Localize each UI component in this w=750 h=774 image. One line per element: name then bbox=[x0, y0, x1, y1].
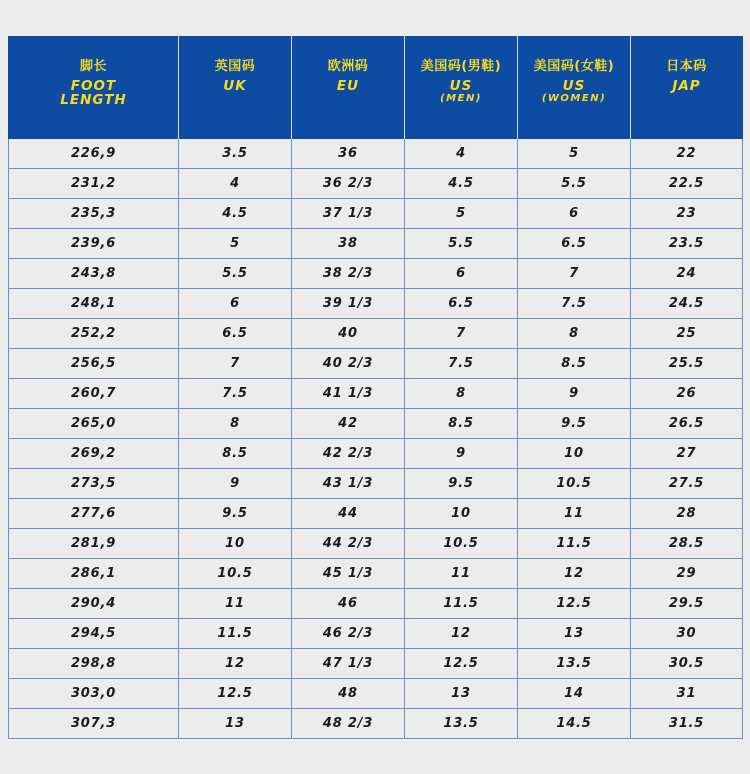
header-sub-label: (WOMEN) bbox=[541, 93, 607, 104]
cell-jap: 29 bbox=[631, 559, 743, 589]
header-en-label: US bbox=[449, 78, 473, 94]
cell-us-men: 8.5 bbox=[405, 409, 518, 439]
cell-us-men: 6.5 bbox=[405, 289, 518, 319]
cell-us-men: 9.5 bbox=[405, 469, 518, 499]
table-row bbox=[9, 319, 743, 349]
cell-foot-length: 256,5 bbox=[9, 349, 179, 379]
cell-eu: 37 1/3 bbox=[292, 199, 405, 229]
header-cn-label: 脚长 bbox=[79, 59, 107, 74]
cell-foot-length: 281,9 bbox=[9, 529, 179, 559]
cell-us-women: 9 bbox=[518, 379, 631, 409]
cell-eu: 38 2/3 bbox=[292, 259, 405, 289]
cell-eu: 36 bbox=[292, 139, 405, 169]
cell-jap: 30.5 bbox=[631, 649, 743, 679]
header-jap bbox=[631, 36, 743, 139]
cell-us-women: 14 bbox=[518, 679, 631, 709]
cell-uk: 3.5 bbox=[179, 139, 292, 169]
cell-uk: 4.5 bbox=[179, 199, 292, 229]
cell-uk: 7.5 bbox=[179, 379, 292, 409]
cell-us-women: 6 bbox=[518, 199, 631, 229]
cell-us-men: 5.5 bbox=[405, 229, 518, 259]
table-row bbox=[9, 259, 743, 289]
header-cn-label: 美国码(女鞋) bbox=[533, 59, 615, 74]
cell-uk: 13 bbox=[179, 709, 292, 739]
header-eu bbox=[292, 36, 405, 139]
cell-uk: 8.5 bbox=[179, 439, 292, 469]
cell-eu: 42 bbox=[292, 409, 405, 439]
cell-eu: 40 2/3 bbox=[292, 349, 405, 379]
cell-us-women: 5 bbox=[518, 139, 631, 169]
header-uk bbox=[179, 36, 292, 139]
cell-uk: 4 bbox=[179, 169, 292, 199]
header-en-label: FOOT bbox=[70, 78, 117, 94]
cell-us-men: 8 bbox=[405, 379, 518, 409]
table-row bbox=[9, 199, 743, 229]
cell-us-women: 7 bbox=[518, 259, 631, 289]
cell-uk: 7 bbox=[179, 349, 292, 379]
cell-foot-length: 252,2 bbox=[9, 319, 179, 349]
cell-jap: 24 bbox=[631, 259, 743, 289]
cell-jap: 31 bbox=[631, 679, 743, 709]
cell-uk: 11 bbox=[179, 589, 292, 619]
cell-us-men: 12 bbox=[405, 619, 518, 649]
cell-eu: 48 bbox=[292, 679, 405, 709]
table-row bbox=[9, 289, 743, 319]
cell-us-women: 5.5 bbox=[518, 169, 631, 199]
cell-uk: 10 bbox=[179, 529, 292, 559]
cell-uk: 9.5 bbox=[179, 499, 292, 529]
cell-eu: 36 2/3 bbox=[292, 169, 405, 199]
cell-us-women: 11 bbox=[518, 499, 631, 529]
header-cn-label: 美国码(男鞋) bbox=[420, 59, 502, 74]
cell-us-women: 13 bbox=[518, 619, 631, 649]
cell-jap: 25.5 bbox=[631, 349, 743, 379]
cell-jap: 27 bbox=[631, 439, 743, 469]
table-row bbox=[9, 229, 743, 259]
cell-us-men: 4.5 bbox=[405, 169, 518, 199]
header-en-label: US bbox=[562, 78, 586, 94]
cell-us-men: 7.5 bbox=[405, 349, 518, 379]
cell-us-men: 5 bbox=[405, 199, 518, 229]
header-cn-label: 欧洲码 bbox=[327, 59, 369, 74]
cell-eu: 43 1/3 bbox=[292, 469, 405, 499]
cell-eu: 42 2/3 bbox=[292, 439, 405, 469]
cell-jap: 28.5 bbox=[631, 529, 743, 559]
cell-foot-length: 231,2 bbox=[9, 169, 179, 199]
table-row bbox=[9, 589, 743, 619]
cell-foot-length: 303,0 bbox=[9, 679, 179, 709]
table-header bbox=[9, 36, 743, 139]
cell-us-men: 7 bbox=[405, 319, 518, 349]
table-row bbox=[9, 379, 743, 409]
cell-us-women: 8.5 bbox=[518, 349, 631, 379]
table-row bbox=[9, 469, 743, 499]
cell-us-women: 12.5 bbox=[518, 589, 631, 619]
table-row bbox=[9, 139, 743, 169]
cell-uk: 11.5 bbox=[179, 619, 292, 649]
cell-uk: 12.5 bbox=[179, 679, 292, 709]
header-foot-length bbox=[9, 36, 179, 139]
cell-jap: 30 bbox=[631, 619, 743, 649]
cell-eu: 47 1/3 bbox=[292, 649, 405, 679]
cell-uk: 8 bbox=[179, 409, 292, 439]
cell-us-women: 6.5 bbox=[518, 229, 631, 259]
size-chart bbox=[8, 36, 742, 739]
cell-uk: 9 bbox=[179, 469, 292, 499]
table-row bbox=[9, 349, 743, 379]
cell-foot-length: 260,7 bbox=[9, 379, 179, 409]
table-row bbox=[9, 709, 743, 739]
cell-us-men: 11 bbox=[405, 559, 518, 589]
cell-jap: 27.5 bbox=[631, 469, 743, 499]
table-row bbox=[9, 499, 743, 529]
header-en-label: UK bbox=[223, 78, 247, 94]
header-us-women bbox=[518, 36, 631, 139]
table-row bbox=[9, 439, 743, 469]
cell-eu: 38 bbox=[292, 229, 405, 259]
cell-foot-length: 298,8 bbox=[9, 649, 179, 679]
header-cn-label: 英国码 bbox=[214, 59, 256, 74]
cell-eu: 46 2/3 bbox=[292, 619, 405, 649]
cell-foot-length: 235,3 bbox=[9, 199, 179, 229]
cell-us-women: 9.5 bbox=[518, 409, 631, 439]
cell-us-men: 9 bbox=[405, 439, 518, 469]
header-sub-label: (MEN) bbox=[440, 93, 482, 104]
cell-jap: 26 bbox=[631, 379, 743, 409]
cell-uk: 6.5 bbox=[179, 319, 292, 349]
table-row bbox=[9, 529, 743, 559]
cell-us-men: 11.5 bbox=[405, 589, 518, 619]
header-us-men bbox=[405, 36, 518, 139]
table-row bbox=[9, 679, 743, 709]
header-row bbox=[9, 36, 743, 139]
cell-us-women: 10.5 bbox=[518, 469, 631, 499]
cell-us-men: 4 bbox=[405, 139, 518, 169]
cell-foot-length: 277,6 bbox=[9, 499, 179, 529]
cell-us-women: 14.5 bbox=[518, 709, 631, 739]
cell-jap: 22 bbox=[631, 139, 743, 169]
cell-us-men: 10 bbox=[405, 499, 518, 529]
cell-us-women: 7.5 bbox=[518, 289, 631, 319]
cell-us-men: 6 bbox=[405, 259, 518, 289]
header-cn-label: 日本码 bbox=[666, 59, 707, 74]
table-body bbox=[9, 139, 743, 739]
table-row bbox=[9, 559, 743, 589]
cell-jap: 23.5 bbox=[631, 229, 743, 259]
table-row bbox=[9, 619, 743, 649]
cell-uk: 5.5 bbox=[179, 259, 292, 289]
size-table bbox=[8, 36, 743, 739]
cell-foot-length: 294,5 bbox=[9, 619, 179, 649]
cell-jap: 22.5 bbox=[631, 169, 743, 199]
cell-us-women: 8 bbox=[518, 319, 631, 349]
cell-eu: 48 2/3 bbox=[292, 709, 405, 739]
cell-foot-length: 239,6 bbox=[9, 229, 179, 259]
cell-uk: 10.5 bbox=[179, 559, 292, 589]
cell-eu: 44 2/3 bbox=[292, 529, 405, 559]
header-en-label: JAP bbox=[672, 78, 701, 94]
cell-us-women: 13.5 bbox=[518, 649, 631, 679]
cell-us-women: 11.5 bbox=[518, 529, 631, 559]
cell-jap: 28 bbox=[631, 499, 743, 529]
cell-eu: 46 bbox=[292, 589, 405, 619]
cell-jap: 25 bbox=[631, 319, 743, 349]
cell-jap: 23 bbox=[631, 199, 743, 229]
cell-uk: 6 bbox=[179, 289, 292, 319]
table-row bbox=[9, 409, 743, 439]
cell-foot-length: 290,4 bbox=[9, 589, 179, 619]
table-row bbox=[9, 169, 743, 199]
cell-jap: 31.5 bbox=[631, 709, 743, 739]
cell-us-men: 12.5 bbox=[405, 649, 518, 679]
cell-foot-length: 269,2 bbox=[9, 439, 179, 469]
cell-us-women: 12 bbox=[518, 559, 631, 589]
cell-foot-length: 243,8 bbox=[9, 259, 179, 289]
cell-foot-length: 265,0 bbox=[9, 409, 179, 439]
cell-us-men: 13 bbox=[405, 679, 518, 709]
cell-eu: 44 bbox=[292, 499, 405, 529]
cell-foot-length: 273,5 bbox=[9, 469, 179, 499]
cell-us-men: 13.5 bbox=[405, 709, 518, 739]
cell-us-women: 10 bbox=[518, 439, 631, 469]
cell-foot-length: 248,1 bbox=[9, 289, 179, 319]
cell-foot-length: 226,9 bbox=[9, 139, 179, 169]
cell-jap: 29.5 bbox=[631, 589, 743, 619]
header-en-label: EU bbox=[336, 78, 360, 94]
cell-uk: 5 bbox=[179, 229, 292, 259]
cell-jap: 24.5 bbox=[631, 289, 743, 319]
cell-eu: 39 1/3 bbox=[292, 289, 405, 319]
cell-foot-length: 307,3 bbox=[9, 709, 179, 739]
cell-eu: 41 1/3 bbox=[292, 379, 405, 409]
cell-us-men: 10.5 bbox=[405, 529, 518, 559]
cell-eu: 40 bbox=[292, 319, 405, 349]
cell-jap: 26.5 bbox=[631, 409, 743, 439]
cell-foot-length: 286,1 bbox=[9, 559, 179, 589]
table-row bbox=[9, 649, 743, 679]
cell-uk: 12 bbox=[179, 649, 292, 679]
cell-eu: 45 1/3 bbox=[292, 559, 405, 589]
header-en-label-line2: LENGTH bbox=[60, 92, 127, 108]
